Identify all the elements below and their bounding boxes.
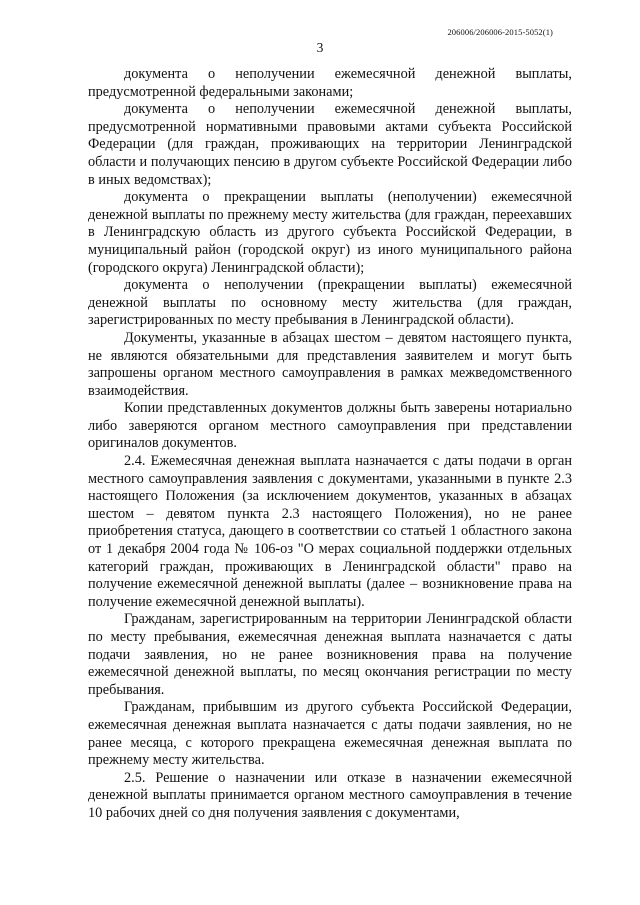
paragraph-federal-laws: документа о неполучении ежемесячной денежной выплаты, предусмотренной федеральными законами;: [88, 66, 572, 100]
document-body: [88, 66, 572, 823]
document-id: 206006/206006-2015-5052(1): [447, 27, 553, 37]
paragraph-regional-acts: документа о неполучении ежемесячной денежной выплаты, предусмотренной нормативными правовыми актами субъекта Российской Федерации (для граждан, проживающих на территории Ленинградской области и получающих пенсию в другом субъекте Российской Федерации либо в иных ведомствах);: [88, 101, 572, 188]
paragraph-temporary-registration: Гражданам, зарегистрированным на территории Ленинградской области по месту пребывания, ежемесячная денежная выплата назначается с даты подачи заявления, но не ранее возникновения права на получение ежемесячной денежной выплаты, по месяц окончания регистрации по месту пребывания.: [88, 611, 572, 698]
paragraph-copies: Копии представленных документов должны быть заверены нотариально либо заверяются органом местного самоуправления при представлении оригиналов документов.: [88, 400, 572, 452]
paragraph-main-residence: документа о неполучении (прекращении выплаты) ежемесячной денежной выплаты по основному месту жительства (для граждан, зарегистрированных по месту пребывания в Ленинградской области).: [88, 277, 572, 329]
paragraph-previous-residence: документа о прекращении выплаты (неполучении) ежемесячной денежной выплаты по прежнему месту жительства (для граждан, переехавших в Ленинградскую область из другого субъекта Российской Федерации, в муниципальный район (городской округ) из иного муниципального района (городского округа) Ленинградской области);: [88, 189, 572, 276]
paragraph-optional-documents: Документы, указанные в абзацах шестом – девятом настоящего пункта, не являются обязательными для представления заявителем и могут быть запрошены органом местного самоуправления в рамках межведомственного взаимодействия.: [88, 329, 572, 399]
paragraph-arrived-citizens: Гражданам, прибывшим из другого субъекта Российской Федерации, ежемесячная денежная выплата назначается с даты подачи заявления, но не ранее месяца, с которого прекращена ежемесячная денежная выплата по прежнему месту жительства.: [88, 699, 572, 769]
page-number: 3: [316, 40, 324, 55]
paragraph-clause-2-4: 2.4. Ежемесячная денежная выплата назначается с даты подачи в орган местного самоуправления заявления с документами, указанными в пункте 2.3 настоящего Положения (за исключением документов, указанных в абзацах шестом – девятом пункта 2.3 настоящего Положения), но не ранее приобретения статуса, дающего в соответствии со статьей 1 областного закона от 1 декабря 2004 года № 106-оз "О мерах социальной поддержки отдельных категорий граждан, проживающих в Ленинградской области" право на получение ежемесячной денежной выплаты (далее – возникновение права на получение ежемесячной денежной выплаты).: [88, 453, 572, 610]
paragraph-clause-2-5: 2.5. Решение о назначении или отказе в назначении ежемесячной денежной выплаты принимается органом местного самоуправления в течение 10 рабочих дней со дня получения заявления с документами,: [88, 769, 572, 821]
